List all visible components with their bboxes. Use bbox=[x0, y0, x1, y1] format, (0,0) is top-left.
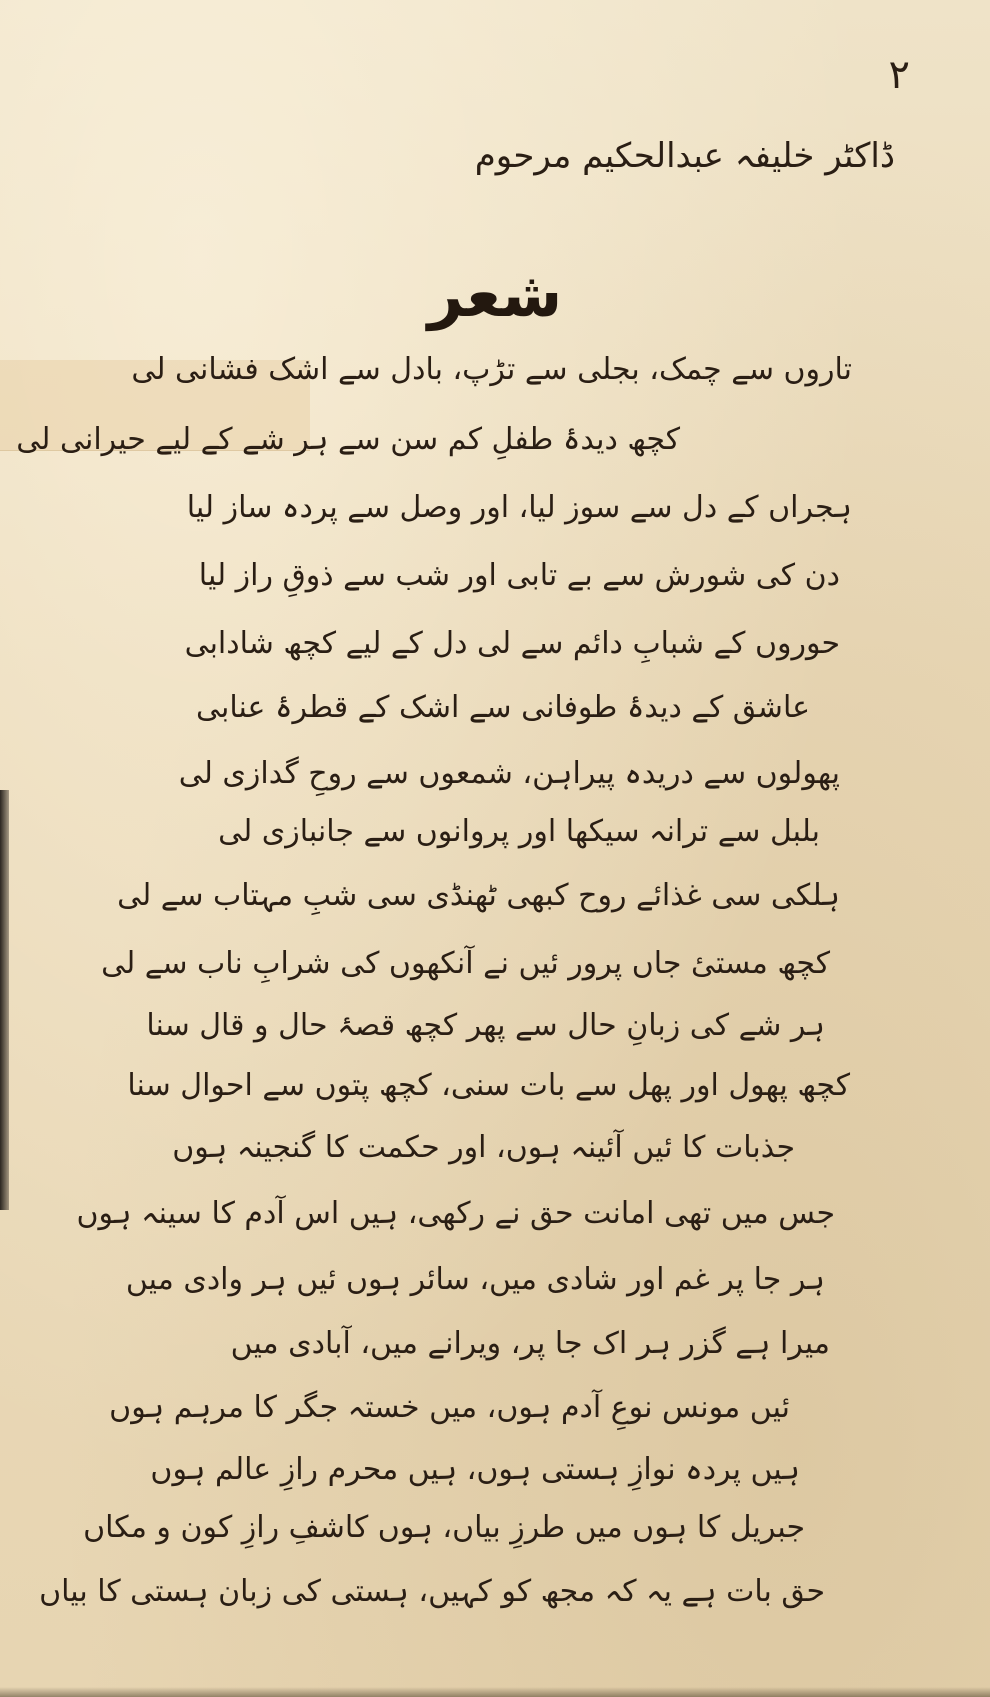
binding-shadow bbox=[0, 790, 9, 1210]
page-number: ۲ bbox=[888, 52, 910, 98]
poem-line: تاروں سے چمک، بجلی سے تڑپ، بادل سے اشک فشانی لی bbox=[131, 352, 852, 387]
poem-line: کچھ پھول اور پھل سے بات سنی، کچھ پتوں سے احوال سنا bbox=[127, 1068, 850, 1103]
poem-line: ہیں پردہ نوازِ ہستی ہوں، ہیں محرم رازِ عالم ہوں bbox=[150, 1452, 800, 1487]
poem-line: ہر شے کی زبانِ حال سے پھر کچھ قصۂ حال و قال سنا bbox=[146, 1008, 825, 1043]
poem-line: ہر جا پر غم اور شادی میں، سائر ہوں ئیں ہر وادی میں bbox=[125, 1262, 825, 1297]
poem-line: جس میں تھی امانت حق نے رکھی، ہیں اس آدم کا سینہ ہوں bbox=[76, 1196, 835, 1231]
page-edge-shadow bbox=[0, 1687, 990, 1697]
poem-line: عاشق کے دیدۂ طوفانی سے اشک کے قطرۂ عنابی bbox=[195, 690, 810, 725]
poem-line: ہلکی سی غذائے روح کبھی ٹھنڈی سی شبِ مہتاب سے لی bbox=[117, 878, 840, 913]
author-name: ڈاکٹر خلیفہ عبدالحکیم مرحوم bbox=[474, 136, 895, 176]
poem-line: میرا ہے گزر ہر اک جا پر، ویرانے میں، آبادی میں bbox=[230, 1326, 830, 1361]
poem-line: دن کی شورش سے بے تابی اور شب سے ذوقِ راز لیا bbox=[198, 558, 840, 593]
poem-line: حق بات ہے یہ کہ مجھ کو کہیں، ہستی کی زبان ہستی کا بیاں bbox=[39, 1574, 825, 1609]
poem-line: حوروں کے شبابِ دائم سے لی دل کے لیے کچھ شادابی bbox=[184, 626, 840, 661]
poem-title: شعر bbox=[427, 258, 563, 331]
poem-line: ہجراں کے دل سے سوز لیا، اور وصل سے پردہ ساز لیا bbox=[186, 490, 852, 525]
poem-line: کچھ مستیٔ جاں پرور ئیں نے آنکھوں کی شرابِ ناب سے لی bbox=[101, 946, 830, 981]
poem-line: ئیں مونس نوعِ آدم ہوں، میں خستہ جگر کا مرہم ہوں bbox=[109, 1390, 790, 1425]
poem-line: کچھ دیدۂ طفلِ کم سن سے ہر شے کے لیے حیرانی لی bbox=[16, 422, 680, 457]
poem-line: جبریل کا ہوں میں طرزِ بیاں، ہوں کاشفِ رازِ کون و مکاں bbox=[83, 1510, 805, 1545]
poem-line: بلبل سے ترانہ سیکھا اور پروانوں سے جانبازی لی bbox=[218, 814, 820, 849]
poem-line: جذبات کا ئیں آئینہ ہوں، اور حکمت کا گنجینہ ہوں bbox=[172, 1130, 795, 1165]
poem-line: پھولوں سے دریدہ پیراہن، شمعوں سے روحِ گدازی لی bbox=[178, 756, 840, 791]
